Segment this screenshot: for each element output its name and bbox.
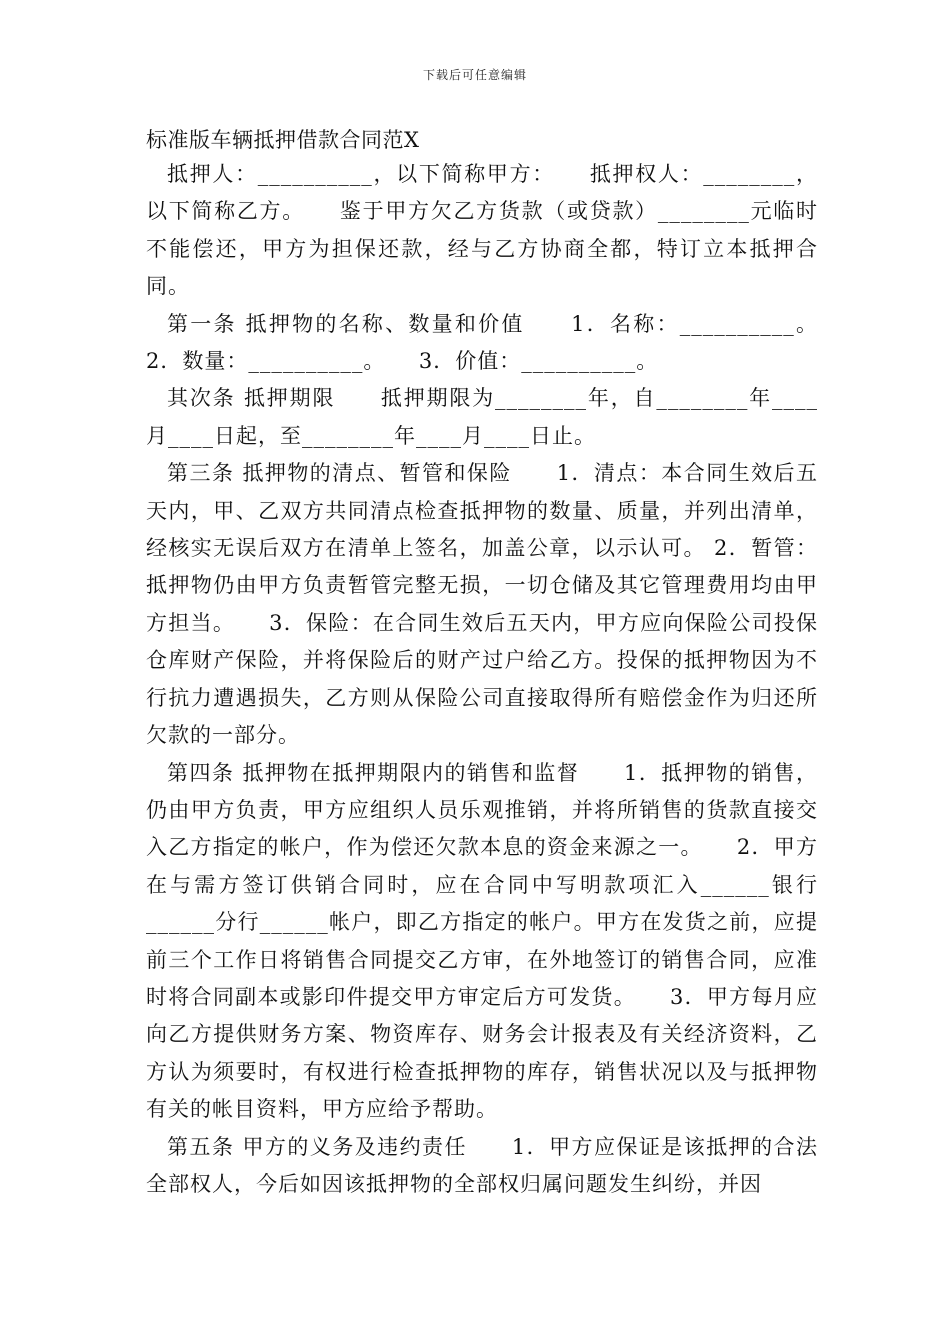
running-header: 下载后可任意编辑: [422, 68, 527, 82]
paragraph-article-1: 第一条 抵押物的名称、数量和价值 1．名称：__________。 2．数量：__________。 3．价值：__________。: [146, 311, 818, 374]
paragraph-article-2: 其次条 抵押期限 抵押期限为________年，自________年____月____日起，至________年____月____日止。: [146, 386, 818, 448]
document-body: [146, 156, 818, 1203]
document-title: 标准版车辆抵押借款合同范Ⅹ: [146, 128, 420, 152]
paragraph-article-3: 第三条 抵押物的清点、暂管和保险 1．清点：本合同生效后五天内，甲、乙双方共同清点检查抵押物的数量、质量，并列出清单，经核实无误后双方在清单上签名，加盖公章，以示认可。 2．暂管：抵押物仍由甲方负责暂管完整无损，一切仓储及其它管理费用均由甲方担当。 3．保险：在合同生效后五天内，甲方应向保险公司投保仓库财产保险，并将保险后的财产过户给乙方。投保的抵押物因为不行抗力遭遇损失，乙方则从保险公司直接取得所有赔偿金作为归还所欠款的一部分。: [146, 461, 818, 748]
paragraph-parties: 抵押人：__________，以下简称甲方： 抵押权人：________，以下简称乙方。 鉴于甲方欠乙方货款（或贷款）________元临时不能偿还，甲方为担保还款，经与乙方协商全都，特订立本抵押合同。: [146, 162, 818, 299]
paragraph-article-5: 第五条 甲方的义务及违约责任 1．甲方应保证是该抵押的合法全部权人，今后如因该抵押物的全部权归属问题发生纠纷，并因: [146, 1134, 818, 1196]
paragraph-article-4: 第四条 抵押物在抵押期限内的销售和监督 1．抵押物的销售，仍由甲方负责，甲方应组织人员乐观推销，并将所销售的货款直接交入乙方指定的帐户，作为偿还欠款本息的资金来源之一。 2．甲方在与需方签订供销合同时，应在合同中写明款项汇入______银行______分行______帐户，即乙方指定的帐户。甲方在发货之前，应提前三个工作日将销售合同提交乙方审，在外地签订的销售合同，应准时将合同副本或影印件提交甲方审定后方可发货。 3．甲方每月应向乙方提供财务方案、物资库存、财务会计报表及有关经济资料，乙方认为须要时，有权进行检查抵押物的库存，销售状况以及与抵押物有关的帐目资料，甲方应给予帮助。: [146, 760, 818, 1122]
